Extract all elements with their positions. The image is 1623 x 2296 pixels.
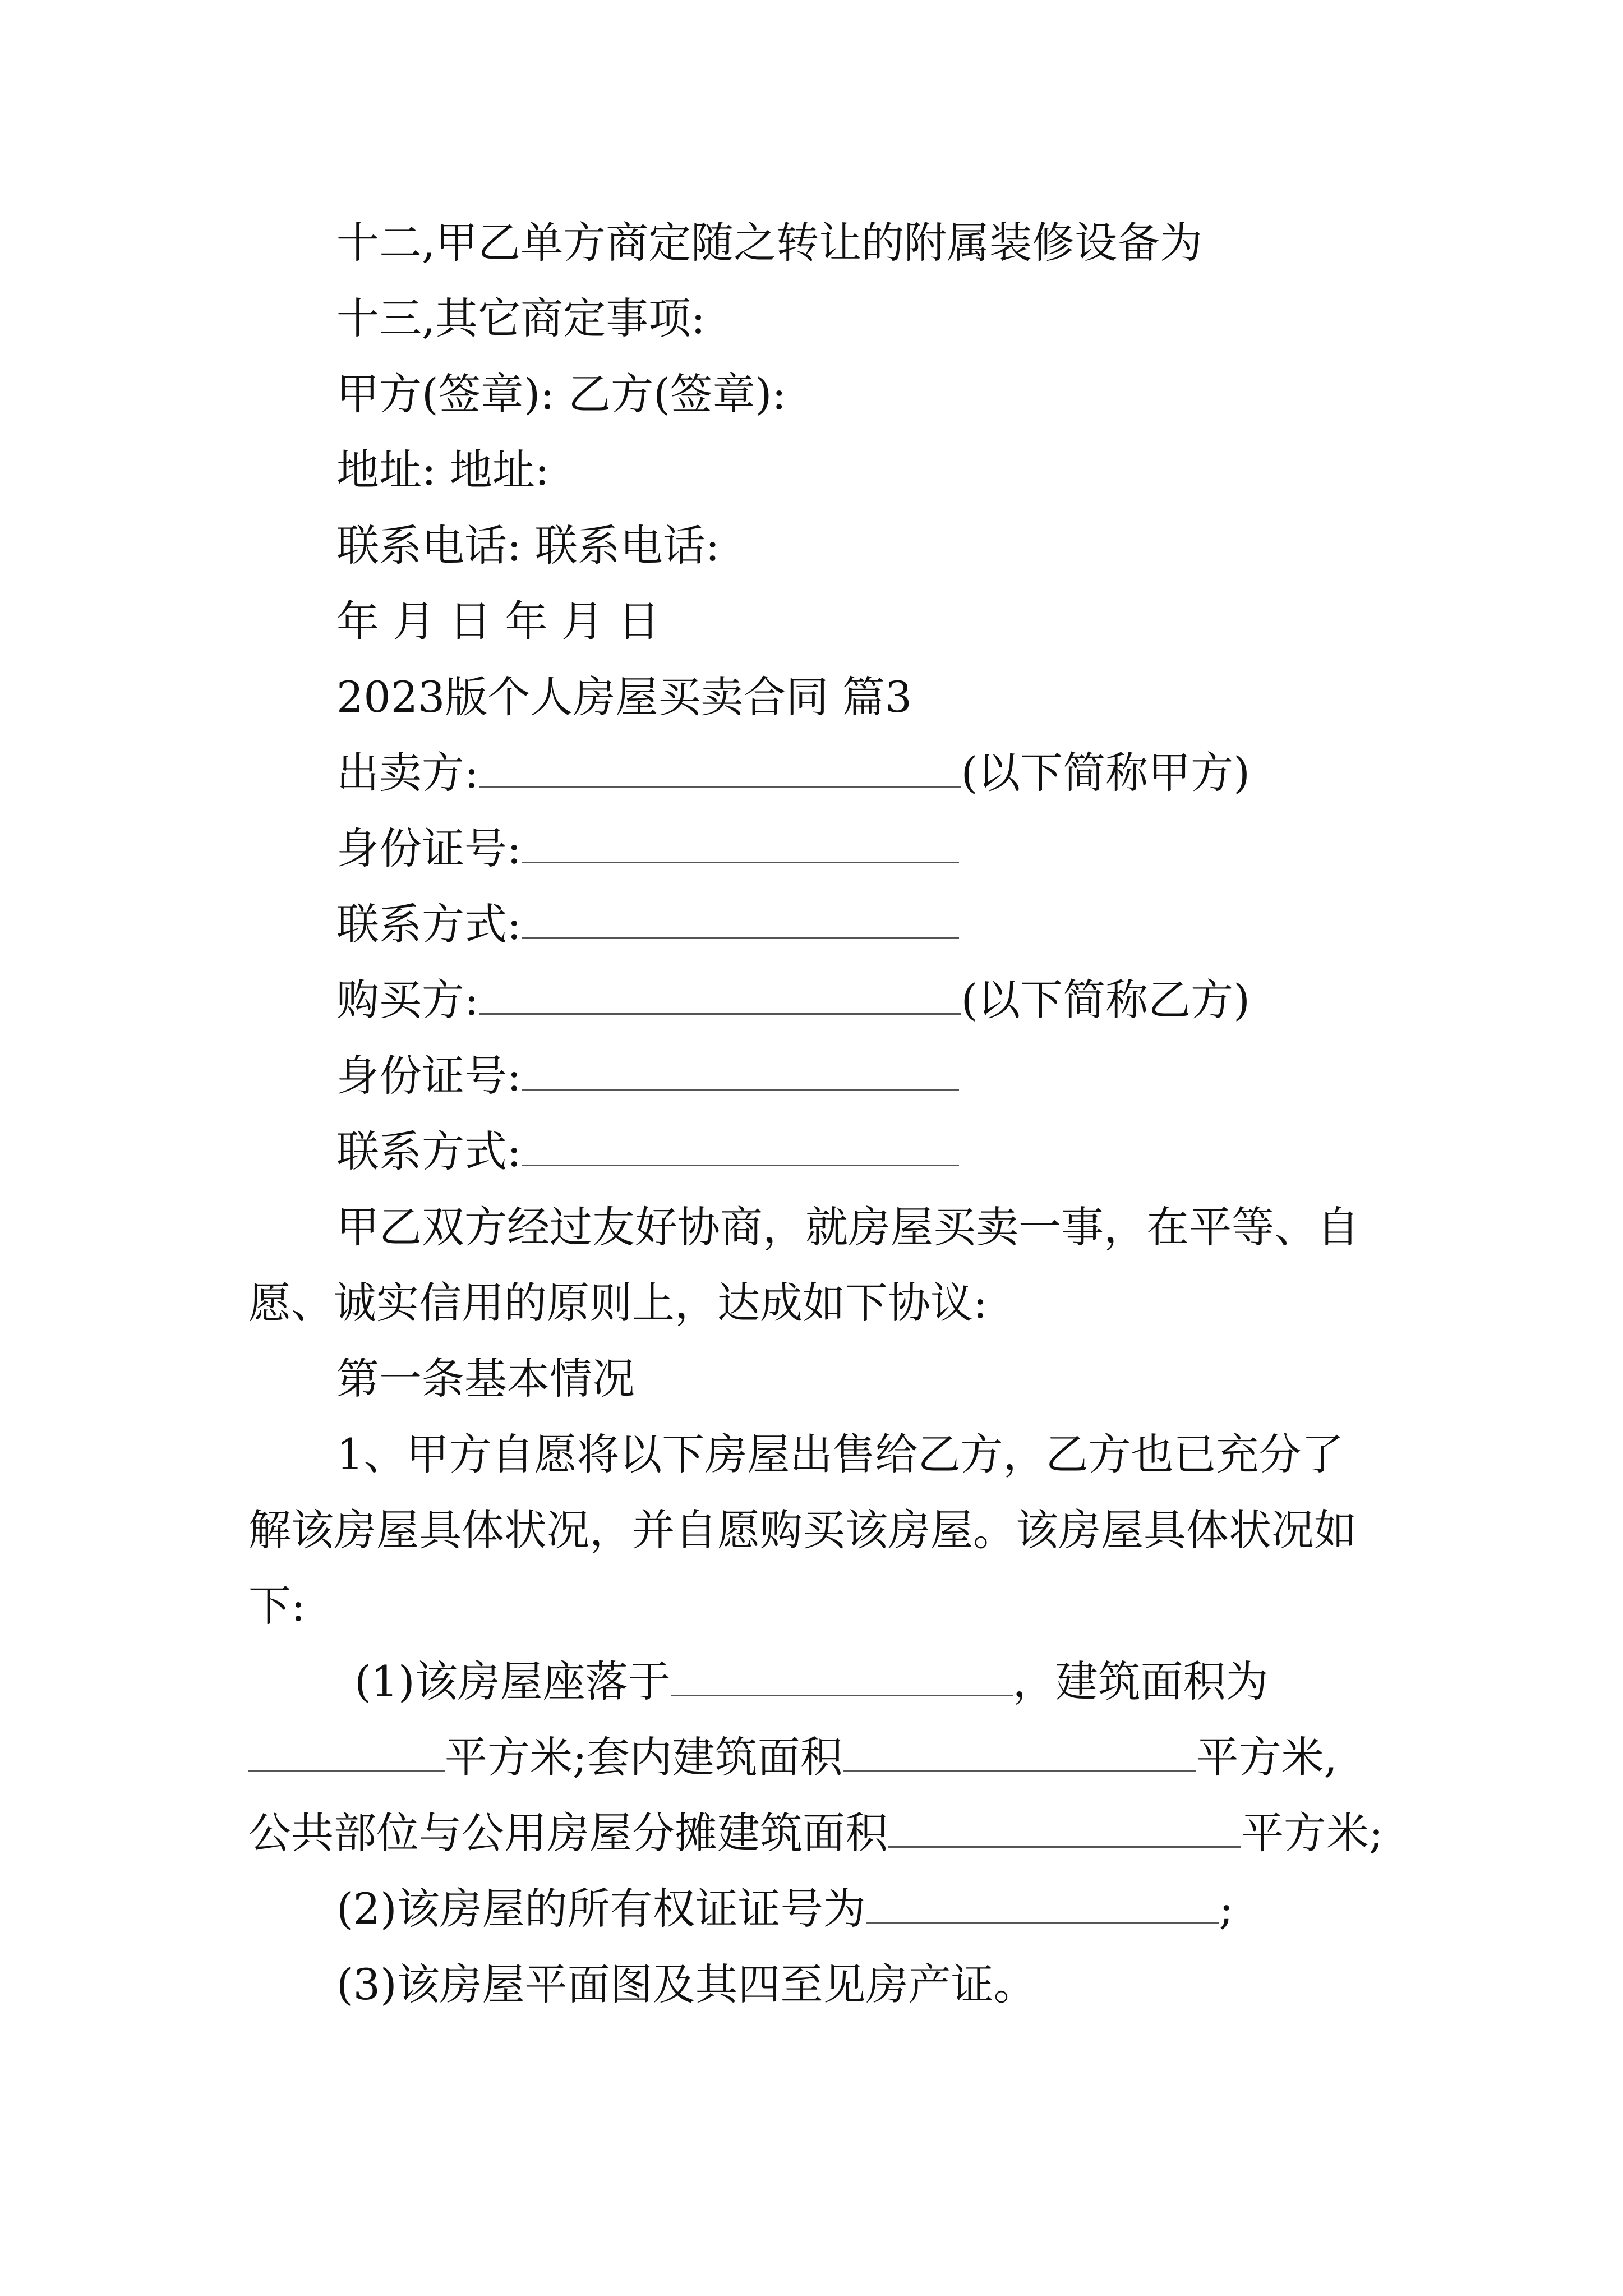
seller-id-blank <box>522 828 959 863</box>
buyer-contact-label: 联系方式: <box>336 1126 522 1176</box>
section-title: 2023版个人房屋买卖合同 篇3 <box>336 672 912 722</box>
seller-contact-label: 联系方式: <box>336 899 522 949</box>
article-1-title: 第一条基本情况 <box>336 1354 635 1404</box>
buyer-line <box>336 973 1250 1027</box>
seller-contact-blank <box>522 904 959 939</box>
buyer-suffix: (以下简称乙方) <box>961 975 1250 1025</box>
sub-item-2-end: ; <box>1219 1884 1234 1934</box>
seller-line <box>336 746 1250 800</box>
buyer-contact-blank <box>522 1131 959 1166</box>
buyer-contact-line <box>336 1125 959 1179</box>
sub-item-1-location-label: (1)该房屋座落于 <box>354 1657 671 1706</box>
sub-item-2 <box>336 1882 1233 1936</box>
item-1-line-2: 解该房屋具体状况，并自愿购买该房屋。该房屋具体状况如 <box>248 1505 1357 1555</box>
inner-area-blank <box>843 1737 1196 1772</box>
certificate-number-blank <box>866 1888 1219 1924</box>
seller-id-line <box>336 822 959 876</box>
intro-paragraph-line-2: 愿、诚实信用的原则上，达成如下协议: <box>248 1278 988 1328</box>
sub-item-1-line-2 <box>248 1731 1338 1784</box>
clause-13: 十三,其它商定事项: <box>336 293 706 343</box>
shared-area-label: 公共部位与公用房屋分摊建筑面积 <box>248 1808 888 1858</box>
buyer-id-label: 身份证号: <box>336 1051 522 1101</box>
phone-line: 联系电话: 联系电话: <box>336 521 720 570</box>
seller-label: 出卖方: <box>336 748 479 798</box>
building-area-blank <box>248 1737 445 1772</box>
sub-item-1-line-3 <box>248 1806 1384 1860</box>
signature-line: 甲方(签章): 乙方(签章): <box>336 369 786 419</box>
shared-area-unit: 平方米; <box>1241 1808 1384 1858</box>
buyer-name-blank <box>479 979 961 1015</box>
inner-area-label: 平方米;套内建筑面积 <box>445 1732 843 1782</box>
date-line: 年 月 日 年 月 日 <box>336 596 660 646</box>
location-blank <box>671 1661 1013 1696</box>
seller-suffix: (以下简称甲方) <box>961 748 1250 798</box>
sub-item-3: (3)该房屋平面图及其四至见房产证。 <box>336 1959 1036 2009</box>
certificate-number-label: (2)该房屋的所有权证证号为 <box>336 1884 866 1934</box>
clause-12: 十二,甲乙单方商定随之转让的附属装修设备为 <box>336 218 1203 268</box>
buyer-id-line <box>336 1049 959 1103</box>
sub-item-1-line-1 <box>354 1655 1269 1709</box>
intro-paragraph-line-1: 甲乙双方经过友好协商，就房屋买卖一事，在平等、自 <box>336 1202 1359 1252</box>
inner-area-unit: 平方米, <box>1196 1732 1338 1782</box>
item-1-line-1: 1、甲方自愿将以下房屋出售给乙方，乙方也已充分了 <box>336 1429 1344 1479</box>
sub-item-1-area-label: ，建筑面积为 <box>1012 1657 1269 1706</box>
seller-contact-line <box>336 898 959 951</box>
shared-area-blank <box>888 1812 1241 1848</box>
address-line: 地址: 地址: <box>336 445 550 495</box>
buyer-id-blank <box>522 1055 959 1091</box>
buyer-label: 购买方: <box>336 975 479 1025</box>
item-1-line-3: 下: <box>248 1581 306 1631</box>
seller-name-blank <box>479 752 961 788</box>
seller-id-label: 身份证号: <box>336 823 522 873</box>
